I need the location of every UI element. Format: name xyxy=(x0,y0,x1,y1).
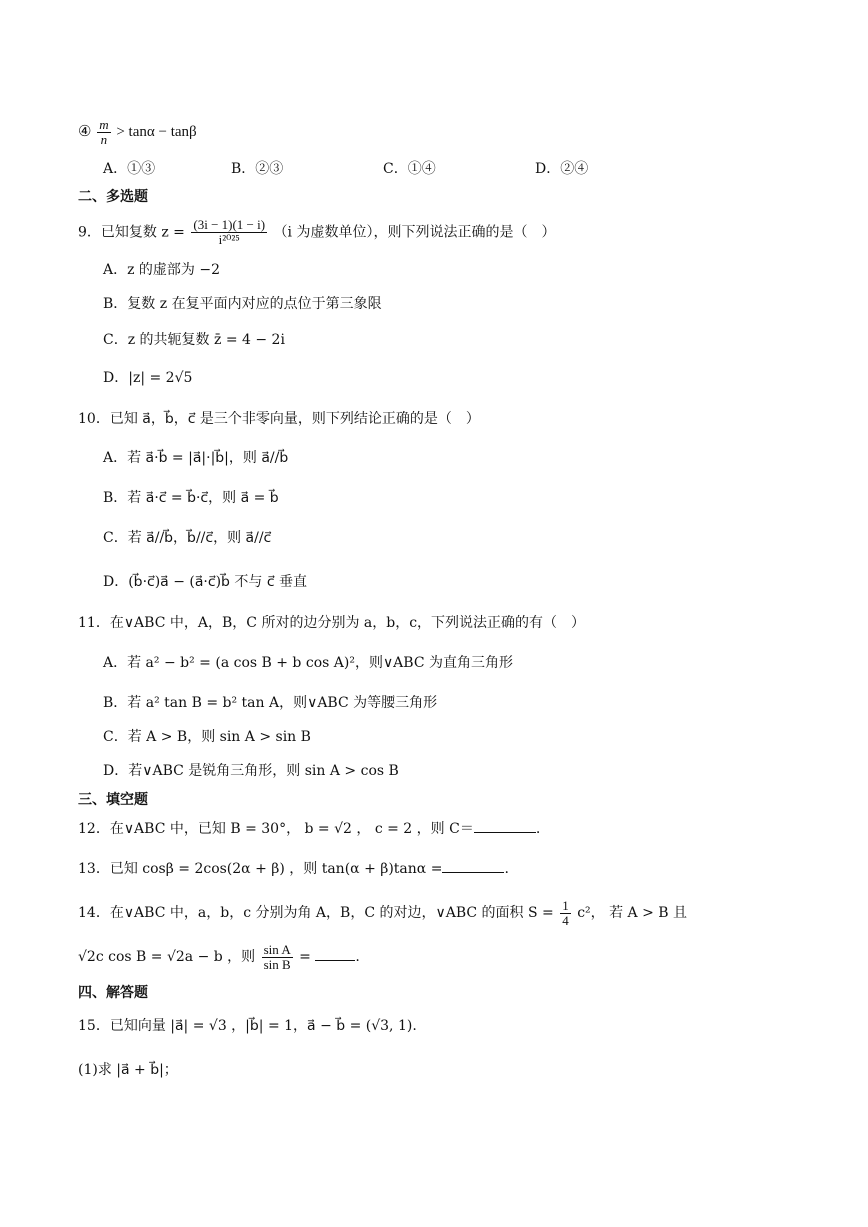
q14-line2 xyxy=(78,942,360,972)
q14-fraction-2 xyxy=(262,943,293,972)
q10-option-a: A．若 a⃗·b⃗ = |a⃗|·|b⃗|，则 a⃗//b⃗ xyxy=(103,450,289,466)
q11-stem: 11．在∨ABC 中，A，B，C 所对的边分别为 a，b，c，下列说法正确的有（ ） xyxy=(78,615,586,631)
q9-frac-num: (3i − 1)(1 − i) xyxy=(193,217,266,232)
q9-fraction xyxy=(191,218,267,247)
q8-frac-num: m xyxy=(99,117,109,132)
q9-frac-den: i²⁰²⁵ xyxy=(218,232,240,247)
q14-text-1: 14．在∨ABC 中，a，b，c 分别为角 A，B，C 的对边，∨ABC 的面积 S = xyxy=(78,905,554,921)
section-solution: 四、解答题 xyxy=(78,985,148,1001)
q14-text-3: √2c cos B = √2a − b ，则 xyxy=(78,949,256,965)
q15-stem: 15．已知向量 |a⃗| = √3 ，|b⃗| = 1，a⃗ − b⃗ = (√3, 1). xyxy=(78,1018,417,1034)
q12-period: . xyxy=(535,821,541,837)
q11-option-c: C．若 A > B，则 sin A > sin B xyxy=(103,729,311,745)
section-multi-choice: 二、多选题 xyxy=(78,189,148,205)
q8-option-d: D．②④ xyxy=(535,161,589,177)
q14-period: . xyxy=(355,949,360,965)
q14-frac2-den: sin B xyxy=(263,956,291,972)
q9-option-b: B．复数 z 在复平面内对应的点位于第三象限 xyxy=(103,296,382,312)
q8-option-a: A．①③ xyxy=(103,161,156,177)
q14-fraction-1 xyxy=(560,899,571,928)
q8-frac-den: n xyxy=(100,132,108,147)
q14-frac1-num: 1 xyxy=(562,897,569,913)
q8-item4-rest: > tanα − tanβ xyxy=(116,123,197,140)
q13-answer-blank[interactable] xyxy=(442,858,504,873)
q14-equals: = xyxy=(299,949,311,965)
q14-line1 xyxy=(78,898,687,928)
q9-option-c: C．z 的共轭复数 z̄ = 4 − 2i xyxy=(103,332,285,348)
q8-item4-label: ④ xyxy=(78,123,92,140)
q10-stem: 10．已知 a⃗，b⃗，c⃗ 是三个非零向量，则下列结论正确的是（ ） xyxy=(78,411,480,427)
q9-option-d: D．|z| = 2√5 xyxy=(103,370,193,386)
q12 xyxy=(78,818,540,839)
q13 xyxy=(78,858,509,879)
q8-item-4 xyxy=(78,118,197,147)
q11-option-a: A．若 a² − b² = (a cos B + b cos A)²，则∨ABC 为直角三角形 xyxy=(103,655,514,671)
q8-option-b: B．②③ xyxy=(231,161,284,177)
q9-stem-post: （i 为虚数单位），则下列说法正确的是（ ） xyxy=(273,224,556,241)
q14-frac2-num: sin A xyxy=(263,941,291,957)
section-fill-blank: 三、填空题 xyxy=(78,792,148,808)
q12-answer-blank[interactable] xyxy=(474,818,536,833)
q13-period: . xyxy=(504,861,509,877)
q9-option-a: A．z 的虚部为 −2 xyxy=(103,262,221,278)
q9-stem xyxy=(78,218,555,247)
q11-option-d: D．若∨ABC 是锐角三角形，则 sin A > cos B xyxy=(103,763,399,779)
q10-option-c: C．若 a⃗//b⃗，b⃗//c⃗，则 a⃗//c⃗ xyxy=(103,530,272,546)
q8-option-c: C．①④ xyxy=(383,161,436,177)
q15-sub-1: (1)求 |a⃗ + b⃗|； xyxy=(78,1062,178,1078)
q11-option-b: B．若 a² tan B = b² tan A，则∨ABC 为等腰三角形 xyxy=(103,695,438,711)
q14-answer-blank[interactable] xyxy=(315,946,355,961)
q9-stem-pre: 9．已知复数 z = xyxy=(78,224,185,241)
q10-option-d: D．(b⃗·c⃗)a⃗ − (a⃗·c⃗)b⃗ 不与 c⃗ 垂直 xyxy=(103,574,307,590)
q12-text: 12．在∨ABC 中，已知 B = 30°， b = √2 ， c = 2 ，则 C＝ xyxy=(78,821,474,837)
q14-text-2: c²， 若 A > B 且 xyxy=(577,905,688,921)
q8-item4-fraction xyxy=(97,118,110,147)
q10-option-b: B．若 a⃗·c⃗ = b⃗·c⃗，则 a⃗ = b⃗ xyxy=(103,490,279,506)
q14-frac1-den: 4 xyxy=(562,912,569,928)
q13-text: 13．已知 cosβ = 2cos(2α + β) ，则 tan(α + β)tanα = xyxy=(78,861,443,877)
